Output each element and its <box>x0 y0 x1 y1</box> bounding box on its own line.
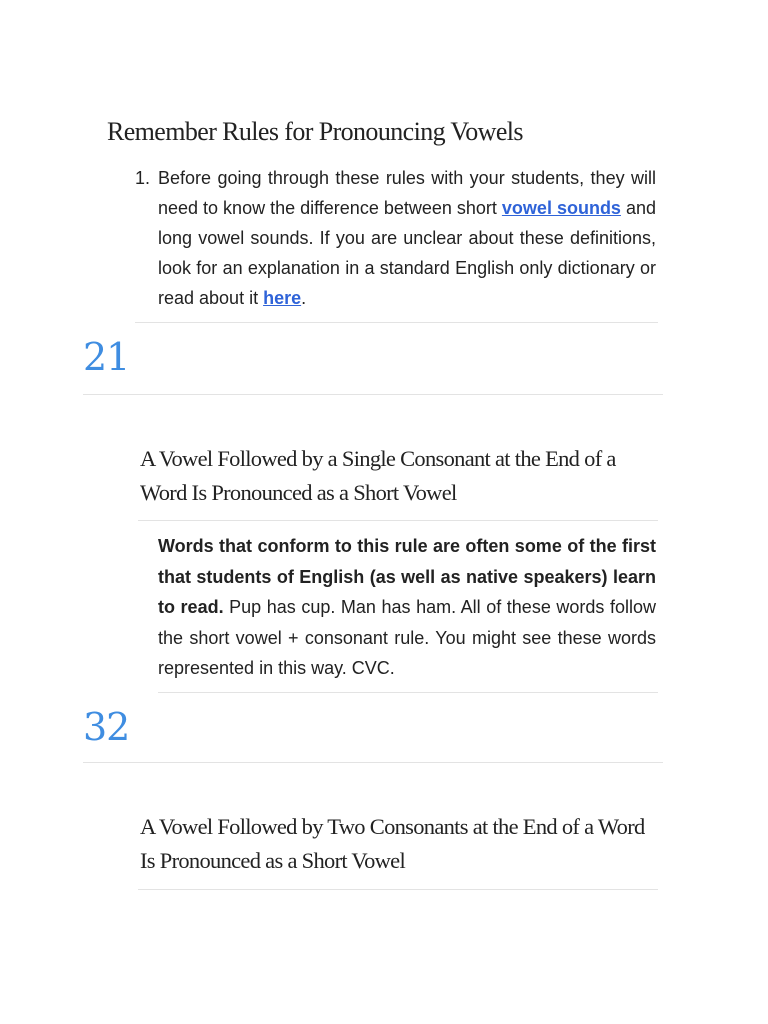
intro-text-part-3: . <box>301 288 307 308</box>
divider <box>138 889 658 890</box>
list-item-number: 1. <box>135 168 151 188</box>
step-body-text: Pup has cup. Man has ham. All of these words follow the short vowel + consonant rule. You might see these words represented in this way. CVC. <box>158 597 656 678</box>
intro-list-item <box>135 163 656 313</box>
step-number-1: 21 <box>83 335 130 379</box>
here-link[interactable]: here <box>263 288 302 308</box>
step-number-2: 32 <box>83 705 130 749</box>
step-body-1 <box>158 531 656 684</box>
divider <box>83 762 663 763</box>
divider <box>83 394 663 395</box>
page-title: Remember Rules for Pronouncing Vowels <box>107 117 523 146</box>
step-heading-1: A Vowel Followed by a Single Consonant at the End of a Word Is Pronounced as a Short Vowel <box>140 446 616 505</box>
intro-text-part-1: Before going through these rules with your students, they will need to know the difference between short <box>158 168 656 218</box>
divider <box>135 322 658 323</box>
divider <box>158 692 658 693</box>
step-heading-2: A Vowel Followed by Two Consonants at the End of a Word Is Pronounced as a Short Vowel <box>140 814 645 873</box>
step-body-lead: Words that conform to this rule are often some of the first that students of English (as well as native speakers) learn to read. <box>158 536 656 617</box>
vowel-sounds-link[interactable]: vowel sounds <box>501 198 621 218</box>
divider <box>138 520 658 521</box>
intro-text-part-2: and long vowel sounds. If you are unclear about these definitions, look for an explanation in a standard English only dictionary or read about it <box>158 198 656 308</box>
